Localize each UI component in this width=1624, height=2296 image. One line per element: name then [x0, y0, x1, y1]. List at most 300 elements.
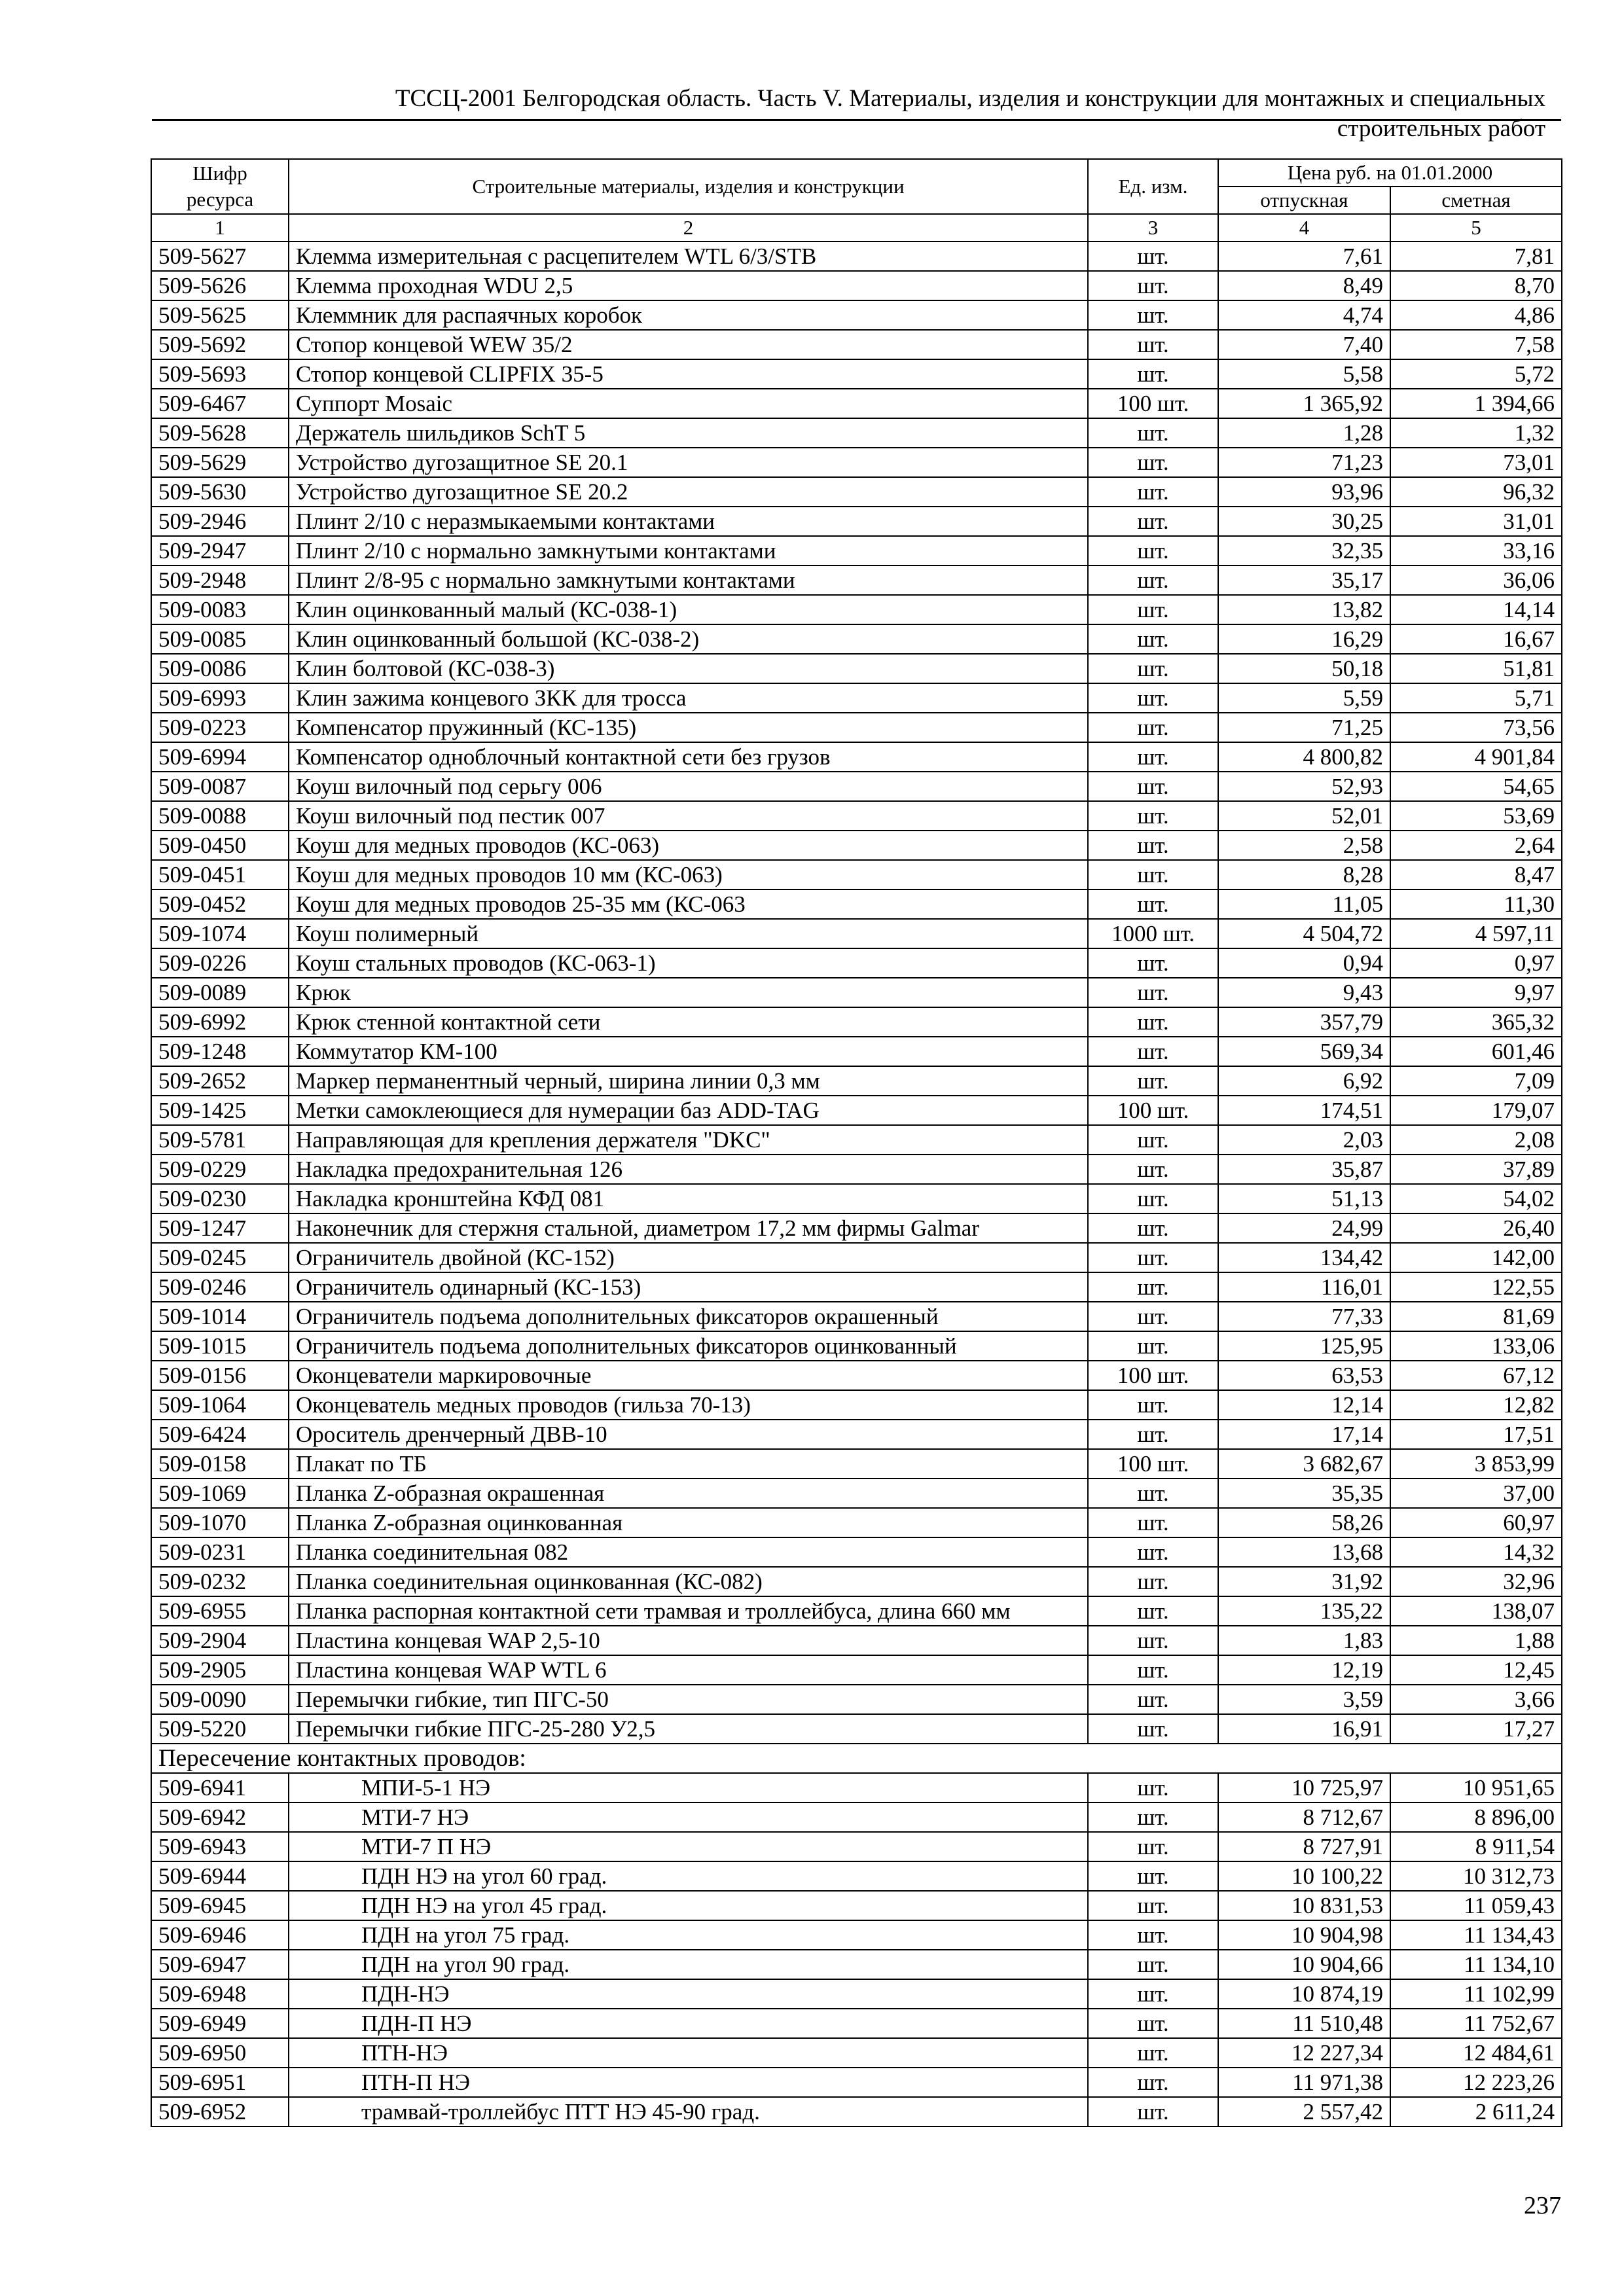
cell-code: 509-6993: [151, 683, 289, 713]
cell-unit: 100 шт.: [1088, 1361, 1218, 1390]
cell-price-estimate: 96,32: [1390, 477, 1562, 507]
cell-price-release: 17,14: [1218, 1420, 1390, 1449]
cell-price-estimate: 138,07: [1390, 1596, 1562, 1626]
table-row: [151, 1155, 1562, 1184]
cell-code: 509-6424: [151, 1420, 289, 1449]
cell-price-release: 174,51: [1218, 1096, 1390, 1125]
cell-code: 509-0230: [151, 1184, 289, 1213]
cell-price-estimate: 1,88: [1390, 1626, 1562, 1655]
cell-price-estimate: 8,47: [1390, 860, 1562, 889]
cell-unit: шт.: [1088, 978, 1218, 1007]
cell-price-release: 569,34: [1218, 1037, 1390, 1066]
cell-price-estimate: 11 134,10: [1390, 1950, 1562, 1979]
cell-name: Устройство дугозащитное SE 20.1: [289, 448, 1088, 477]
cell-code: 509-6942: [151, 1803, 289, 1832]
table-row: [151, 1979, 1562, 2009]
cell-price-estimate: 11 102,99: [1390, 1979, 1562, 2009]
cell-price-release: 58,26: [1218, 1508, 1390, 1537]
cell-price-release: 3,59: [1218, 1685, 1390, 1714]
cell-price-estimate: 11 134,43: [1390, 1920, 1562, 1950]
cell-price-estimate: 37,00: [1390, 1479, 1562, 1508]
table-row: [151, 1390, 1562, 1420]
table-row: [151, 1272, 1562, 1302]
cell-code: 509-2946: [151, 507, 289, 536]
column-number-1: 1: [151, 214, 289, 242]
table-row: [151, 1861, 1562, 1891]
cell-price-release: 3 682,67: [1218, 1449, 1390, 1479]
cell-price-release: 10 725,97: [1218, 1773, 1390, 1803]
cell-price-release: 63,53: [1218, 1361, 1390, 1390]
cell-price-release: 6,92: [1218, 1066, 1390, 1096]
table-row: [151, 1714, 1562, 1744]
cell-code: 509-1425: [151, 1096, 289, 1125]
cell-code: 509-5629: [151, 448, 289, 477]
cell-unit: шт.: [1088, 1243, 1218, 1272]
cell-name: Накладка кронштейна КФД 081: [289, 1184, 1088, 1213]
cell-name: Ограничитель одинарный (КС-153): [289, 1272, 1088, 1302]
cell-price-release: 30,25: [1218, 507, 1390, 536]
table-row: [151, 1213, 1562, 1243]
cell-price-estimate: 36,06: [1390, 565, 1562, 595]
cell-price-release: 77,33: [1218, 1302, 1390, 1331]
column-header-code: Шифр ресурса: [151, 159, 289, 214]
cell-unit: шт.: [1088, 507, 1218, 536]
cell-unit: шт.: [1088, 1302, 1218, 1331]
cell-name: Ороситель дренчерный ДВВ-10: [289, 1420, 1088, 1449]
table-row: [151, 1420, 1562, 1449]
column-header-price-release: отпускная: [1218, 187, 1390, 214]
cell-unit: шт.: [1088, 1655, 1218, 1685]
cell-price-estimate: 4 901,84: [1390, 742, 1562, 772]
table-row: [151, 624, 1562, 654]
column-number-5: 5: [1390, 214, 1562, 242]
cell-price-estimate: 17,27: [1390, 1714, 1562, 1744]
table-body: [151, 242, 1562, 2126]
cell-unit: шт.: [1088, 1920, 1218, 1950]
table-row: [151, 1243, 1562, 1272]
cell-unit: шт.: [1088, 654, 1218, 683]
cell-name: Планка соединительная оцинкованная (КС-082): [289, 1567, 1088, 1596]
cell-unit: шт.: [1088, 1125, 1218, 1155]
cell-price-release: 7,40: [1218, 330, 1390, 359]
table-row: [151, 948, 1562, 978]
table-row: [151, 713, 1562, 742]
cell-unit: шт.: [1088, 271, 1218, 300]
cell-name: Плакат по ТБ: [289, 1449, 1088, 1479]
table-row: [151, 683, 1562, 713]
cell-code: 509-6941: [151, 1773, 289, 1803]
header-divider: [152, 119, 1561, 121]
column-header-price-estimate: сметная: [1390, 187, 1562, 214]
cell-price-release: 32,35: [1218, 536, 1390, 565]
header-title-line-1: ТССЦ-2001 Белгородская область. Часть V. Материалы, изделия и конструкции для монтажных и специальных: [395, 85, 1545, 112]
cell-unit: шт.: [1088, 1479, 1218, 1508]
table-row: [151, 1479, 1562, 1508]
cell-price-estimate: 365,32: [1390, 1007, 1562, 1037]
cell-name: Суппорт Mosaic: [289, 389, 1088, 418]
cell-code: 509-6992: [151, 1007, 289, 1037]
cell-price-release: 12,19: [1218, 1655, 1390, 1685]
table-row: [151, 1508, 1562, 1537]
cell-unit: шт.: [1088, 772, 1218, 801]
table-row: [151, 1891, 1562, 1920]
cell-price-release: 24,99: [1218, 1213, 1390, 1243]
cell-code: 509-6950: [151, 2038, 289, 2068]
cell-code: 509-1248: [151, 1037, 289, 1066]
cell-price-release: 125,95: [1218, 1331, 1390, 1361]
cell-price-release: 31,92: [1218, 1567, 1390, 1596]
table-row: [151, 330, 1562, 359]
cell-price-release: 12 227,34: [1218, 2038, 1390, 2068]
cell-code: 509-0089: [151, 978, 289, 1007]
cell-price-estimate: 81,69: [1390, 1302, 1562, 1331]
cell-price-release: 8,49: [1218, 271, 1390, 300]
cell-unit: шт.: [1088, 477, 1218, 507]
cell-price-release: 71,25: [1218, 713, 1390, 742]
cell-code: 509-0090: [151, 1685, 289, 1714]
cell-price-release: 10 831,53: [1218, 1891, 1390, 1920]
cell-unit: шт.: [1088, 359, 1218, 389]
table-row: [151, 271, 1562, 300]
cell-name: Планка соединительная 082: [289, 1537, 1088, 1567]
cell-name: Клин болтовой (КС-038-3): [289, 654, 1088, 683]
cell-price-estimate: 179,07: [1390, 1096, 1562, 1125]
cell-code: 509-1015: [151, 1331, 289, 1361]
cell-price-release: 0,94: [1218, 948, 1390, 978]
cell-name: Клеммник для распаячных коробок: [289, 300, 1088, 330]
cell-price-estimate: 1,32: [1390, 418, 1562, 448]
cell-price-release: 11 510,48: [1218, 2009, 1390, 2038]
cell-name: ПДН-П НЭ: [289, 2009, 1088, 2038]
cell-unit: шт.: [1088, 565, 1218, 595]
table-row: [151, 1037, 1562, 1066]
cell-name: Клин оцинкованный большой (КС-038-2): [289, 624, 1088, 654]
cell-code: 509-2904: [151, 1626, 289, 1655]
cell-code: 509-0232: [151, 1567, 289, 1596]
cell-price-release: 1 365,92: [1218, 389, 1390, 418]
cell-price-estimate: 7,09: [1390, 1066, 1562, 1096]
table-row: [151, 565, 1562, 595]
cell-price-estimate: 67,12: [1390, 1361, 1562, 1390]
cell-price-release: 10 904,98: [1218, 1920, 1390, 1950]
cell-name: Коуш стальных проводов (КС-063-1): [289, 948, 1088, 978]
cell-price-estimate: 54,02: [1390, 1184, 1562, 1213]
cell-price-release: 8 712,67: [1218, 1803, 1390, 1832]
table-row: [151, 595, 1562, 624]
cell-unit: шт.: [1088, 1508, 1218, 1537]
table-row: [151, 1567, 1562, 1596]
cell-price-estimate: 8 896,00: [1390, 1803, 1562, 1832]
cell-name: Коуш для медных проводов 25-35 мм (КС-063: [289, 889, 1088, 919]
cell-name: Устройство дугозащитное SE 20.2: [289, 477, 1088, 507]
cell-name: Компенсатор пружинный (КС-135): [289, 713, 1088, 742]
cell-price-estimate: 9,97: [1390, 978, 1562, 1007]
cell-name: Клин зажима концевого ЗКК для тросса: [289, 683, 1088, 713]
page-number: 237: [1524, 2192, 1561, 2219]
cell-name: Клин оцинкованный малый (КС-038-1): [289, 595, 1088, 624]
cell-price-estimate: 12 223,26: [1390, 2068, 1562, 2097]
cell-price-estimate: 73,01: [1390, 448, 1562, 477]
cell-unit: шт.: [1088, 448, 1218, 477]
cell-unit: шт.: [1088, 624, 1218, 654]
cell-price-estimate: 51,81: [1390, 654, 1562, 683]
cell-price-estimate: 12,45: [1390, 1655, 1562, 1685]
cell-name: Крюк: [289, 978, 1088, 1007]
cell-name: ПДН НЭ на угол 45 град.: [289, 1891, 1088, 1920]
price-table: [151, 158, 1562, 2127]
cell-price-release: 35,35: [1218, 1479, 1390, 1508]
cell-price-release: 10 100,22: [1218, 1861, 1390, 1891]
cell-name: Ограничитель двойной (КС-152): [289, 1243, 1088, 1272]
cell-price-release: 8,28: [1218, 860, 1390, 889]
cell-name: Пластина концевая WAP WTL 6: [289, 1655, 1088, 1685]
cell-code: 509-6955: [151, 1596, 289, 1626]
cell-price-estimate: 3,66: [1390, 1685, 1562, 1714]
cell-price-release: 116,01: [1218, 1272, 1390, 1302]
cell-price-estimate: 26,40: [1390, 1213, 1562, 1243]
cell-unit: шт.: [1088, 1007, 1218, 1037]
cell-price-release: 12,14: [1218, 1390, 1390, 1420]
cell-unit: шт.: [1088, 1803, 1218, 1832]
cell-unit: шт.: [1088, 1685, 1218, 1714]
table-row: [151, 1331, 1562, 1361]
cell-name: МТИ-7 П НЭ: [289, 1832, 1088, 1861]
cell-name: Перемычки гибкие, тип ПГС-50: [289, 1685, 1088, 1714]
cell-name: Коуш вилочный под пестик 007: [289, 801, 1088, 831]
table-row: [151, 2038, 1562, 2068]
cell-name: Накладка предохранительная 126: [289, 1155, 1088, 1184]
cell-name: Наконечник для стержня стальной, диаметром 17,2 мм фирмы Galmar: [289, 1213, 1088, 1243]
cell-code: 509-6952: [151, 2097, 289, 2126]
cell-code: 509-1014: [151, 1302, 289, 1331]
cell-price-estimate: 53,69: [1390, 801, 1562, 831]
cell-name: Маркер перманентный черный, ширина линии 0,3 мм: [289, 1066, 1088, 1096]
cell-name: Компенсатор одноблочный контактной сети без грузов: [289, 742, 1088, 772]
column-header-price-group: Цена руб. на 01.01.2000: [1218, 159, 1562, 187]
cell-name: Держатель шильдиков SchT 5: [289, 418, 1088, 448]
cell-unit: шт.: [1088, 595, 1218, 624]
cell-unit: шт.: [1088, 742, 1218, 772]
cell-price-estimate: 3 853,99: [1390, 1449, 1562, 1479]
cell-price-release: 4 504,72: [1218, 919, 1390, 948]
table-row: [151, 860, 1562, 889]
cell-price-release: 11 971,38: [1218, 2068, 1390, 2097]
column-number-4: 4: [1218, 214, 1390, 242]
cell-code: 509-0450: [151, 831, 289, 860]
cell-unit: 100 шт.: [1088, 1449, 1218, 1479]
cell-price-estimate: 54,65: [1390, 772, 1562, 801]
cell-price-release: 1,83: [1218, 1626, 1390, 1655]
cell-name: Планка Z-образная оцинкованная: [289, 1508, 1088, 1537]
cell-code: 509-1064: [151, 1390, 289, 1420]
cell-price-estimate: 12,82: [1390, 1390, 1562, 1420]
cell-name: Коуш для медных проводов (КС-063): [289, 831, 1088, 860]
cell-code: 509-6994: [151, 742, 289, 772]
cell-price-release: 5,58: [1218, 359, 1390, 389]
cell-unit: шт.: [1088, 1155, 1218, 1184]
cell-name: Коуш вилочный под серьгу 006: [289, 772, 1088, 801]
cell-name: Оконцеватели маркировочные: [289, 1361, 1088, 1390]
cell-unit: шт.: [1088, 2068, 1218, 2097]
cell-unit: шт.: [1088, 831, 1218, 860]
cell-price-estimate: 2,64: [1390, 831, 1562, 860]
cell-code: 509-0087: [151, 772, 289, 801]
cell-unit: шт.: [1088, 1861, 1218, 1891]
cell-price-estimate: 11,30: [1390, 889, 1562, 919]
cell-price-release: 13,82: [1218, 595, 1390, 624]
cell-price-release: 35,87: [1218, 1155, 1390, 1184]
cell-price-release: 11,05: [1218, 889, 1390, 919]
cell-unit: шт.: [1088, 1037, 1218, 1066]
column-header-unit: Ед. изм.: [1088, 159, 1218, 214]
cell-name: ПТН-П НЭ: [289, 2068, 1088, 2097]
cell-price-release: 16,91: [1218, 1714, 1390, 1744]
cell-code: 509-0246: [151, 1272, 289, 1302]
cell-name: Крюк стенной контактной сети: [289, 1007, 1088, 1037]
cell-price-release: 4,74: [1218, 300, 1390, 330]
section-row: [151, 1744, 1562, 1773]
cell-price-release: 2,03: [1218, 1125, 1390, 1155]
cell-unit: шт.: [1088, 860, 1218, 889]
cell-price-release: 5,59: [1218, 683, 1390, 713]
cell-price-estimate: 14,14: [1390, 595, 1562, 624]
cell-unit: шт.: [1088, 1066, 1218, 1096]
cell-name: трамвай-троллейбус ПТТ НЭ 45-90 град.: [289, 2097, 1088, 2126]
cell-code: 509-0226: [151, 948, 289, 978]
table-row: [151, 2068, 1562, 2097]
cell-code: 509-0156: [151, 1361, 289, 1390]
cell-unit: шт.: [1088, 1390, 1218, 1420]
cell-price-estimate: 17,51: [1390, 1420, 1562, 1449]
column-number-3: 3: [1088, 214, 1218, 242]
cell-unit: шт.: [1088, 889, 1218, 919]
cell-name: ПДН на угол 75 град.: [289, 1920, 1088, 1950]
cell-code: 509-0451: [151, 860, 289, 889]
cell-name: Планка распорная контактной сети трамвая и троллейбуса, длина 660 мм: [289, 1596, 1088, 1626]
cell-unit: 100 шт.: [1088, 1096, 1218, 1125]
cell-price-release: 357,79: [1218, 1007, 1390, 1037]
table-row: [151, 359, 1562, 389]
cell-price-estimate: 0,97: [1390, 948, 1562, 978]
cell-price-release: 51,13: [1218, 1184, 1390, 1213]
table-row: [151, 1596, 1562, 1626]
table-row: [151, 1007, 1562, 1037]
table-row: [151, 1685, 1562, 1714]
cell-code: 509-1069: [151, 1479, 289, 1508]
cell-price-release: 16,29: [1218, 624, 1390, 654]
cell-price-estimate: 16,67: [1390, 624, 1562, 654]
table-row: [151, 831, 1562, 860]
cell-price-estimate: 122,55: [1390, 1272, 1562, 1302]
cell-code: 509-2947: [151, 536, 289, 565]
cell-name: Коуш для медных проводов 10 мм (КС-063): [289, 860, 1088, 889]
cell-code: 509-6943: [151, 1832, 289, 1861]
column-number-2: 2: [289, 214, 1088, 242]
table-row: [151, 1626, 1562, 1655]
cell-unit: шт.: [1088, 683, 1218, 713]
cell-unit: шт.: [1088, 1596, 1218, 1626]
cell-price-estimate: 601,46: [1390, 1037, 1562, 1066]
cell-code: 509-5625: [151, 300, 289, 330]
cell-price-estimate: 7,81: [1390, 242, 1562, 271]
cell-code: 509-6949: [151, 2009, 289, 2038]
cell-unit: шт.: [1088, 1420, 1218, 1449]
cell-price-estimate: 2 611,24: [1390, 2097, 1562, 2126]
cell-code: 509-5693: [151, 359, 289, 389]
cell-price-estimate: 60,97: [1390, 1508, 1562, 1537]
cell-code: 509-5628: [151, 418, 289, 448]
cell-unit: шт.: [1088, 1184, 1218, 1213]
cell-name: Направляющая для крепления держателя "DKC": [289, 1125, 1088, 1155]
cell-price-estimate: 2,08: [1390, 1125, 1562, 1155]
cell-unit: шт.: [1088, 1950, 1218, 1979]
cell-code: 509-6951: [151, 2068, 289, 2097]
cell-unit: шт.: [1088, 801, 1218, 831]
cell-unit: шт.: [1088, 1773, 1218, 1803]
cell-code: 509-0452: [151, 889, 289, 919]
cell-name: Планка Z-образная окрашенная: [289, 1479, 1088, 1508]
cell-unit: шт.: [1088, 1891, 1218, 1920]
cell-price-release: 7,61: [1218, 242, 1390, 271]
cell-code: 509-6945: [151, 1891, 289, 1920]
cell-code: 509-0083: [151, 595, 289, 624]
cell-unit: шт.: [1088, 2009, 1218, 2038]
cell-price-estimate: 10 312,73: [1390, 1861, 1562, 1891]
table-row: [151, 1803, 1562, 1832]
cell-name: Ограничитель подъема дополнительных фиксаторов оцинкованный: [289, 1331, 1088, 1361]
cell-unit: шт.: [1088, 1714, 1218, 1744]
cell-price-release: 52,93: [1218, 772, 1390, 801]
cell-code: 509-0158: [151, 1449, 289, 1479]
cell-price-estimate: 33,16: [1390, 536, 1562, 565]
cell-price-release: 10 874,19: [1218, 1979, 1390, 2009]
cell-name: ПДН-НЭ: [289, 1979, 1088, 2009]
cell-unit: 1000 шт.: [1088, 919, 1218, 948]
cell-price-release: 2 557,42: [1218, 2097, 1390, 2126]
cell-price-estimate: 8 911,54: [1390, 1832, 1562, 1861]
cell-price-estimate: 10 951,65: [1390, 1773, 1562, 1803]
cell-price-release: 9,43: [1218, 978, 1390, 1007]
cell-unit: шт.: [1088, 242, 1218, 271]
cell-price-estimate: 142,00: [1390, 1243, 1562, 1272]
table-row: [151, 536, 1562, 565]
table-row: [151, 654, 1562, 683]
table-row: [151, 2009, 1562, 2038]
header-title-line-2: строительных работ: [1337, 115, 1545, 142]
cell-price-release: 2,58: [1218, 831, 1390, 860]
table-row: [151, 1184, 1562, 1213]
cell-price-release: 8 727,91: [1218, 1832, 1390, 1861]
cell-code: 509-5692: [151, 330, 289, 359]
cell-name: Коммутатор КМ-100: [289, 1037, 1088, 1066]
cell-code: 509-5626: [151, 271, 289, 300]
cell-price-estimate: 5,71: [1390, 683, 1562, 713]
table-row: [151, 1066, 1562, 1096]
cell-unit: шт.: [1088, 1626, 1218, 1655]
table-row: [151, 507, 1562, 536]
cell-unit: шт.: [1088, 1272, 1218, 1302]
table-row: [151, 1832, 1562, 1861]
cell-code: 509-0088: [151, 801, 289, 831]
cell-price-estimate: 11 752,67: [1390, 2009, 1562, 2038]
table-row: [151, 418, 1562, 448]
cell-price-estimate: 1 394,66: [1390, 389, 1562, 418]
cell-unit: шт.: [1088, 1537, 1218, 1567]
cell-code: 509-1074: [151, 919, 289, 948]
cell-code: 509-0229: [151, 1155, 289, 1184]
cell-code: 509-2948: [151, 565, 289, 595]
cell-price-release: 35,17: [1218, 565, 1390, 595]
